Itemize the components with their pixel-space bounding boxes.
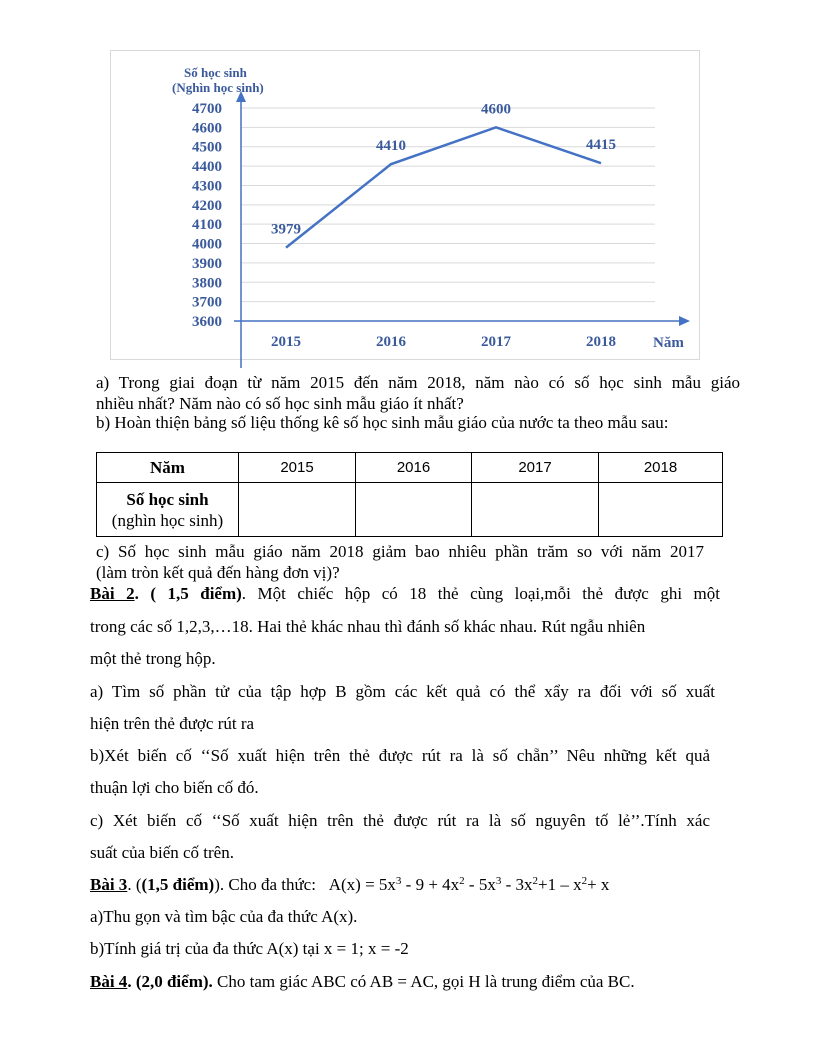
y-axis-label-line2: (Nghìn học sinh) [172,80,264,95]
table-cell-year: 2016 [356,453,472,483]
x-tick-label: 2015 [271,334,301,350]
table-cell-empty [356,483,472,537]
table-cell-year: 2018 [599,453,723,483]
table-cell-empty [239,483,356,537]
table-cell-year: 2017 [472,453,599,483]
line-chart [110,50,700,370]
bai3-intro: ). Cho đa thức: [214,875,316,894]
y-tick-label: 3600 [192,314,222,330]
y-tick-label: 4100 [192,217,222,234]
bai2-points: . ( 1,5 điểm) [134,584,242,603]
y-tick-label: 4400 [192,159,222,176]
y-tick-label: 3700 [192,294,222,311]
x-tick-labels [271,334,616,350]
bai2-intro-line1 [90,583,720,604]
table-row-students [97,483,723,537]
y-tick-label: 4300 [192,178,222,195]
question-c-line1: c) Số học sinh mẫu giáo năm 2018 giảm bao nhiêu phần trăm so với năm 2017 [96,542,704,561]
table-cell-year: 2015 [239,453,356,483]
bai4-text: Cho tam giác ABC có AB = AC, gọi H là trung điểm của BC. [217,972,635,991]
y-tick-label: 4500 [192,139,222,156]
question-c-line2: (làm tròn kết quả đến hàng đơn vị)? [96,563,340,582]
y-tick-label: 4000 [192,236,222,253]
bai3-line: Bài 3. ((1,5 điểm)). Cho đa thức: $A(x) = 5x^3 - 9 + 4x^2 - 5x^3 - 3x^2+1 - x^2+ x$ [90,875,610,894]
bai4-points: . (2,0 điểm). [127,972,213,991]
table-header-year: Năm [97,453,239,483]
bai2-b-line1: b)Xét biến cố ‘‘Số xuất hiện trên thẻ được rút ra là số chẵn’’ Nêu những kết quả [90,746,710,765]
x-axis-label: Năm [653,335,684,351]
x-axis-arrow [679,316,690,326]
y-tick-label: 4600 [192,120,222,137]
y-tick-label: 3900 [192,255,222,272]
data-label: 3979 [271,221,301,238]
bai4-line [90,971,635,992]
y-tick-label: 4700 [192,101,222,117]
bai2-c-line1: c) Xét biến cố ‘‘Số xuất hiện trên thẻ được rút ra là số nguyên tố lẻ’’.Tính xác [90,811,710,830]
y-tick-labels [192,101,222,330]
table-cell-empty [472,483,599,537]
table-header-students [97,483,239,537]
question-a-line1: a) Trong giai đoạn từ năm 2015 đến năm 2018, năm nào có số học sinh mẫu giáo [96,373,740,392]
bai2-title: Bài 2 [90,584,135,603]
bai3-a: a)Thu gọn và tìm bậc của đa thức A(x). [90,907,358,926]
bai2-intro-text: . Một chiếc hộp có 18 thẻ cùng loại,mỗi thẻ được ghi một [241,584,721,603]
question-a-line2: nhiều nhất? Năm nào có số học sinh mẫu giáo ít nhất? [96,394,464,413]
bai3-b: b)Tính giá trị của đa thức A(x) tại x = 1; x = -2 [90,939,409,958]
polynomial-expression: $A(x) = 5x^3 - 9 + 4x^2 - 5x^3 - 3x^2+1 - x^2+ x$ [328,875,610,894]
table-header-students-line1: Số học sinh [126,489,209,509]
bai2-intro-line2: trong các số 1,2,3,…18. Hai thẻ khác nhau thì đánh số khác nhau. Rút ngẫu nhiên [90,617,646,636]
y-tick-label: 4200 [192,197,222,214]
x-tick-label: 2017 [481,334,511,350]
table-cell-empty [599,483,723,537]
bai2-a-line2: hiện trên thẻ được rút ra [90,714,255,733]
bai2-intro-line3: một thẻ trong hộp. [90,649,216,668]
x-tick-label: 2016 [376,334,406,350]
data-label: 4415 [586,137,616,154]
stats-table [96,452,723,537]
bai3-title: Bài 3 [90,875,128,894]
table-row-year [97,453,723,483]
bai2-c-line2: suất của biến cố trên. [90,843,234,862]
bai4-title: Bài 4 [90,972,128,991]
table-header-students-line2: (nghìn học sinh) [111,510,224,530]
bai2-a-line1: a) Tìm số phần tử của tập hợp B gồm các kết quả có thể xẩy ra đối với số xuất [90,682,715,701]
bai2-b-line2: thuận lợi cho biến cố đó. [90,778,259,797]
bai3-points: (1,5 điểm) [141,875,215,894]
data-label: 4600 [481,101,511,118]
x-tick-label: 2018 [586,334,616,350]
question-b: b) Hoàn thiện bảng số liệu thống kê số học sinh mẫu giáo của nước ta theo mẫu sau: [96,413,669,432]
data-label: 4410 [376,138,406,155]
series-line [286,127,601,247]
y-axis-label-line1: Số học sinh [184,65,247,80]
y-tick-label: 3800 [192,275,222,292]
